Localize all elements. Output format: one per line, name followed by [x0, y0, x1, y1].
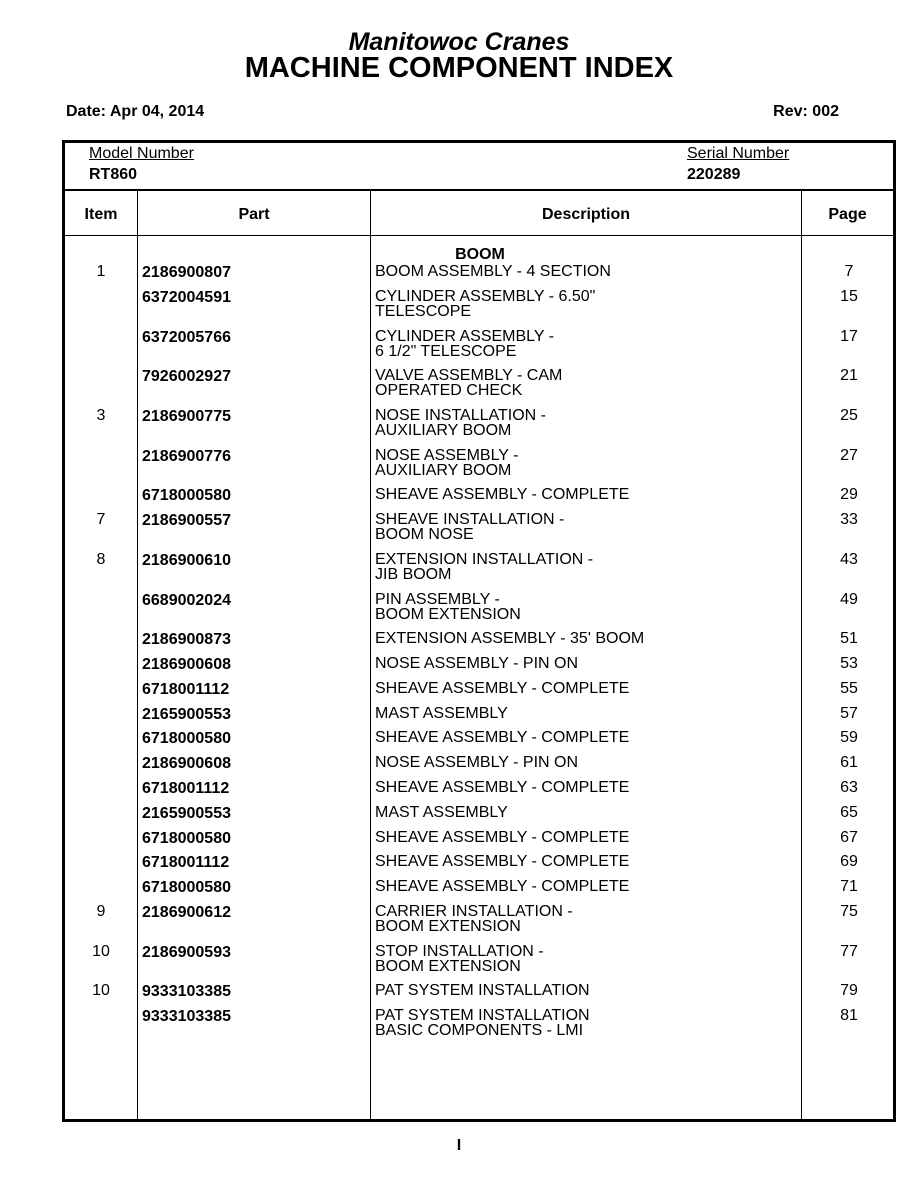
row-description: [375, 656, 795, 671]
row-page-number: 17: [840, 327, 858, 345]
row-description-line: BASIC COMPONENTS - LMI: [375, 1022, 584, 1040]
row-description: [375, 780, 795, 795]
row-part-number: 7926002927: [142, 368, 231, 386]
row-page-number: 81: [840, 1007, 858, 1025]
serial-number-value: 220289: [687, 166, 741, 183]
row-description-line: AUXILIARY BOOM: [375, 421, 512, 439]
row-description: [375, 904, 795, 934]
header-divider: [65, 189, 893, 191]
row-description-line: SHEAVE ASSEMBLY - COMPLETE: [375, 779, 630, 796]
row-item-number: 1: [96, 263, 106, 280]
column-header-item: Item: [84, 206, 118, 223]
row-item-number: 7: [96, 511, 106, 529]
row-description: [375, 592, 795, 622]
row-part-number: 2186900873: [142, 631, 231, 649]
row-description-line: BOOM ASSEMBLY - 4 SECTION: [375, 263, 611, 280]
row-description-line: OPERATED CHECK: [375, 382, 523, 400]
row-page-number: 69: [840, 853, 858, 871]
row-item-number: 10: [92, 982, 110, 1000]
row-part-number: 2186900593: [142, 943, 231, 961]
row-description-line: NOSE ASSEMBLY - PIN ON: [375, 655, 579, 672]
row-part-number: 2165900553: [142, 804, 231, 822]
row-description-line: MAST ASSEMBLY: [375, 803, 508, 821]
document-title: MACHINE COMPONENT INDEX: [244, 52, 674, 84]
column-divider-description: [801, 191, 802, 1119]
row-page-number: 49: [840, 590, 858, 608]
row-description-line: SHEAVE ASSEMBLY - COMPLETE: [375, 729, 630, 747]
row-description-line: MAST ASSEMBLY: [375, 704, 508, 722]
row-page-number: 77: [840, 942, 858, 960]
row-description-line: SHEAVE ASSEMBLY - COMPLETE: [375, 878, 630, 896]
row-page-number: 65: [840, 803, 858, 821]
row-part-number: 6718001112: [142, 854, 230, 872]
row-part-number: 2186900776: [142, 447, 231, 465]
section-heading: BOOM: [455, 246, 505, 263]
component-index-table: [62, 140, 896, 1122]
row-part-number: 2186900807: [142, 264, 231, 281]
serial-number-label: Serial Number: [687, 145, 790, 162]
row-description: [375, 408, 795, 438]
row-part-number: 2186900775: [142, 407, 231, 425]
row-description-line: EXTENSION ASSEMBLY - 35' BOOM: [375, 630, 645, 648]
row-description-line: EXTENSION INSTALLATION -: [375, 550, 594, 568]
row-description-line: VALVE ASSEMBLY - CAM: [375, 367, 563, 385]
row-page-number: 63: [840, 779, 858, 796]
row-description-line: JIB BOOM: [375, 565, 452, 583]
row-description: [375, 730, 795, 745]
row-description: [375, 329, 795, 359]
row-description: [375, 631, 795, 646]
column-divider-part: [370, 191, 371, 1119]
row-part-number: 6689002024: [142, 591, 231, 609]
column-header-part: Part: [238, 206, 270, 223]
row-description-line: CYLINDER ASSEMBLY - 6.50": [375, 287, 596, 305]
row-part-number: 2186900557: [142, 512, 231, 530]
row-item-number: 3: [96, 406, 106, 424]
row-page-number: 67: [840, 828, 858, 846]
row-page-number: 53: [840, 655, 858, 672]
row-page-number: 43: [840, 550, 858, 568]
row-description: [375, 264, 795, 279]
row-item-number: 8: [96, 550, 106, 568]
row-page-number: 33: [840, 511, 858, 529]
row-part-number: 9333103385: [142, 983, 231, 1001]
row-description-line: SHEAVE ASSEMBLY - COMPLETE: [375, 853, 630, 871]
row-page-number: 7: [844, 263, 854, 280]
column-header-page: Page: [828, 206, 867, 223]
row-description: [375, 854, 795, 869]
row-description: [375, 368, 795, 398]
row-description-line: TELESCOPE: [375, 302, 472, 320]
row-part-number: 2165900553: [142, 705, 231, 723]
row-page-number: 57: [840, 704, 858, 722]
page-number: I: [456, 1137, 462, 1154]
row-description-line: AUXILIARY BOOM: [375, 461, 512, 479]
row-description: [375, 983, 795, 998]
company-name: Manitowoc Cranes: [348, 28, 570, 56]
row-description: [375, 448, 795, 478]
row-description-line: NOSE ASSEMBLY - PIN ON: [375, 754, 579, 772]
row-part-number: 6372005766: [142, 328, 231, 346]
row-page-number: 61: [840, 754, 858, 772]
column-divider-item: [137, 191, 138, 1119]
row-description: [375, 879, 795, 894]
row-part-number: 6718000580: [142, 730, 231, 748]
row-part-number: 2186900608: [142, 755, 231, 773]
row-page-number: 27: [840, 446, 858, 464]
row-description: [375, 805, 795, 820]
column-header-divider: [65, 235, 893, 236]
row-part-number: 6718000580: [142, 487, 231, 505]
model-number-label: Model Number: [89, 145, 194, 162]
row-description: [375, 944, 795, 974]
row-description-line: SHEAVE ASSEMBLY - COMPLETE: [375, 679, 630, 697]
row-description-line: PIN ASSEMBLY -: [375, 590, 500, 608]
row-page-number: 21: [840, 367, 858, 385]
row-description-line: NOSE INSTALLATION -: [375, 406, 546, 424]
row-description-line: SHEAVE ASSEMBLY - COMPLETE: [375, 828, 630, 846]
row-description-line: 6 1/2" TELESCOPE: [375, 342, 517, 360]
row-description: [375, 1008, 795, 1038]
row-description-line: PAT SYSTEM INSTALLATION: [375, 1007, 590, 1025]
row-page-number: 59: [840, 729, 858, 747]
row-page-number: 29: [840, 486, 858, 504]
column-header-description: Description: [541, 206, 630, 223]
row-part-number: 2186900612: [142, 904, 231, 921]
row-part-number: 6372004591: [142, 288, 231, 306]
row-description: [375, 755, 795, 770]
row-page-number: 15: [840, 287, 858, 305]
row-description-line: PAT SYSTEM INSTALLATION: [375, 982, 590, 1000]
row-page-number: 25: [840, 406, 858, 424]
row-description-line: CARRIER INSTALLATION -: [375, 903, 573, 920]
row-description: [375, 552, 795, 582]
row-description-line: BOOM EXTENSION: [375, 605, 521, 623]
row-part-number: 2186900608: [142, 656, 231, 673]
row-description-line: SHEAVE ASSEMBLY - COMPLETE: [375, 486, 630, 504]
row-description-line: CYLINDER ASSEMBLY -: [375, 327, 555, 345]
row-part-number: 2186900610: [142, 551, 231, 569]
row-page-number: 51: [840, 630, 858, 648]
document-date: Date: Apr 04, 2014: [66, 103, 205, 120]
document-revision: Rev: 002: [773, 103, 839, 120]
model-number-value: RT860: [89, 166, 138, 183]
row-description-line: STOP INSTALLATION -: [375, 942, 544, 960]
row-description: [375, 706, 795, 721]
row-item-number: 10: [92, 942, 110, 960]
row-page-number: 71: [840, 878, 858, 896]
row-item-number: 9: [96, 903, 106, 920]
row-description-line: NOSE ASSEMBLY -: [375, 446, 519, 464]
row-description-line: BOOM NOSE: [375, 526, 474, 544]
row-description: [375, 830, 795, 845]
row-page-number: 75: [840, 903, 858, 920]
row-part-number: 6718001112: [142, 680, 230, 698]
row-page-number: 79: [840, 982, 858, 1000]
row-description: [375, 512, 795, 542]
row-description-line: BOOM EXTENSION: [375, 957, 521, 975]
row-part-number: 6718001112: [142, 780, 230, 797]
row-part-number: 6718000580: [142, 829, 231, 847]
row-description-line: SHEAVE INSTALLATION -: [375, 511, 565, 529]
row-description-line: BOOM EXTENSION: [375, 918, 521, 935]
row-part-number: 9333103385: [142, 1008, 231, 1026]
row-part-number: 6718000580: [142, 879, 231, 897]
row-description: [375, 487, 795, 502]
row-description: [375, 289, 795, 319]
row-page-number: 55: [840, 679, 858, 697]
row-description: [375, 681, 795, 696]
